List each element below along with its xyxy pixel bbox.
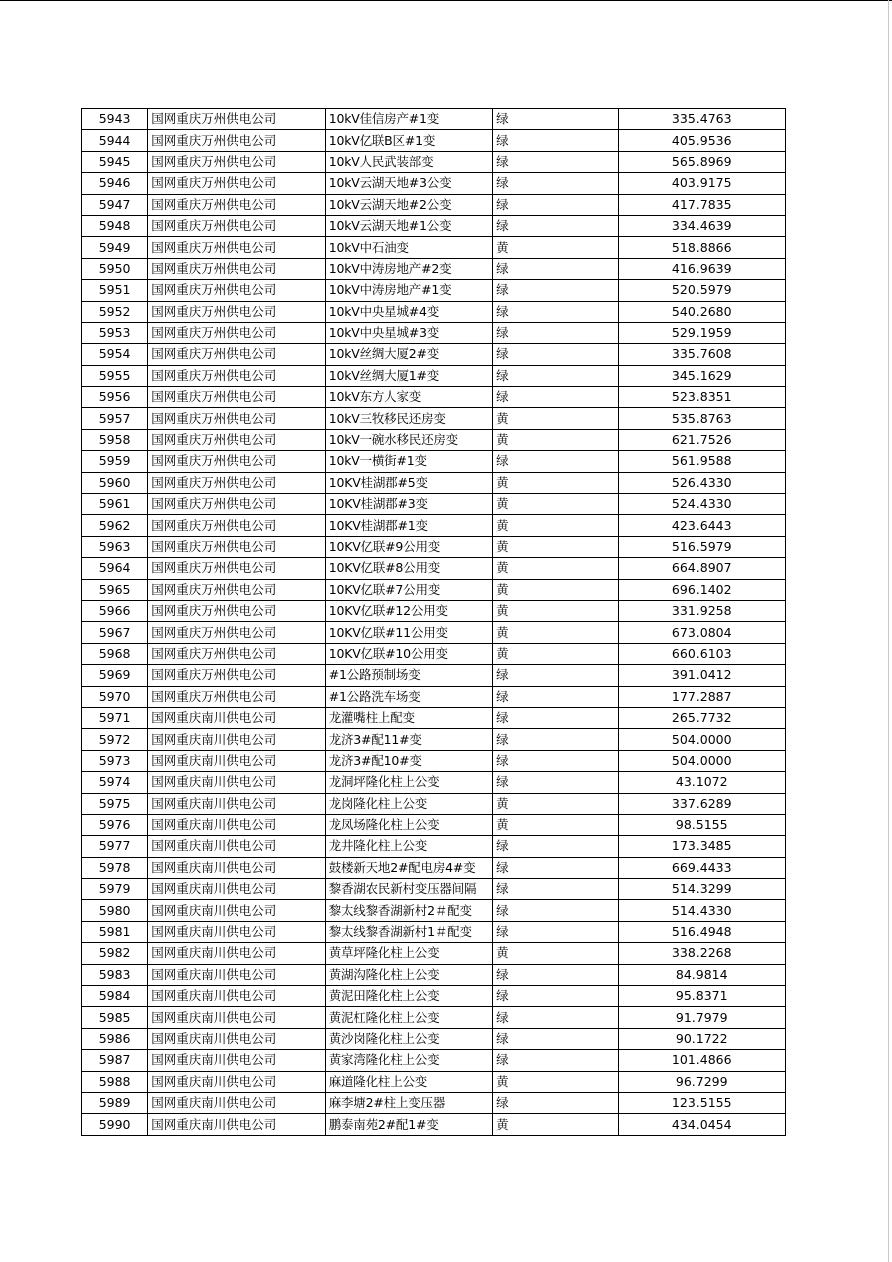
value-cell: 265.7732 — [618, 707, 786, 728]
company-cell: 国网重庆南川供电公司 — [148, 986, 326, 1007]
company-cell: 国网重庆南川供电公司 — [148, 879, 326, 900]
status-cell: 绿 — [493, 836, 618, 857]
status-cell: 绿 — [493, 301, 618, 322]
status-cell: 绿 — [493, 857, 618, 878]
row-id-cell: 5959 — [82, 451, 148, 472]
company-cell: 国网重庆万州供电公司 — [148, 472, 326, 493]
transformer-name-cell: 10kV东方人家变 — [325, 387, 492, 408]
transformer-name-cell: 黄泥田隆化柱上公变 — [325, 986, 492, 1007]
table-row — [82, 579, 786, 600]
value-cell: 345.1629 — [618, 365, 786, 386]
row-id-cell: 5957 — [82, 408, 148, 429]
status-cell: 黄 — [493, 622, 618, 643]
company-cell: 国网重庆万州供电公司 — [148, 451, 326, 472]
value-cell: 96.7299 — [618, 1071, 786, 1092]
transformer-name-cell: 10KV亿联#7公用变 — [325, 579, 492, 600]
value-cell: 91.7979 — [618, 1007, 786, 1028]
table-row — [82, 109, 786, 130]
value-cell: 95.8371 — [618, 986, 786, 1007]
company-cell: 国网重庆南川供电公司 — [148, 750, 326, 771]
row-id-cell: 5948 — [82, 215, 148, 236]
transformer-name-cell: 10kV人民武装部变 — [325, 151, 492, 172]
company-cell: 国网重庆万州供电公司 — [148, 173, 326, 194]
table-row — [82, 772, 786, 793]
transformer-name-cell: 黎香湖农民新村变压器间隔 — [325, 879, 492, 900]
table-row — [82, 280, 786, 301]
company-cell: 国网重庆南川供电公司 — [148, 964, 326, 985]
status-cell: 绿 — [493, 986, 618, 1007]
company-cell: 国网重庆南川供电公司 — [148, 857, 326, 878]
table-row — [82, 322, 786, 343]
row-id-cell: 5981 — [82, 921, 148, 942]
row-id-cell: 5986 — [82, 1028, 148, 1049]
row-id-cell: 5985 — [82, 1007, 148, 1028]
status-cell: 黄 — [493, 558, 618, 579]
company-cell: 国网重庆万州供电公司 — [148, 665, 326, 686]
status-cell: 绿 — [493, 387, 618, 408]
transformer-name-cell: 麻道隆化柱上公变 — [325, 1071, 492, 1092]
value-cell: 334.4639 — [618, 215, 786, 236]
value-cell: 417.7835 — [618, 194, 786, 215]
value-cell: 504.0000 — [618, 750, 786, 771]
transformer-name-cell: 10kV一横街#1变 — [325, 451, 492, 472]
row-id-cell: 5972 — [82, 729, 148, 750]
value-cell: 621.7526 — [618, 429, 786, 450]
status-cell: 黄 — [493, 1071, 618, 1092]
company-cell: 国网重庆万州供电公司 — [148, 643, 326, 664]
value-cell: 391.0412 — [618, 665, 786, 686]
value-cell: 565.8969 — [618, 151, 786, 172]
transformer-name-cell: #1公路预制场变 — [325, 665, 492, 686]
value-cell: 416.9639 — [618, 258, 786, 279]
transformer-name-cell: 龙凤场隆化柱上公变 — [325, 814, 492, 835]
row-id-cell: 5956 — [82, 387, 148, 408]
status-cell: 绿 — [493, 151, 618, 172]
status-cell: 黄 — [493, 472, 618, 493]
company-cell: 国网重庆南川供电公司 — [148, 1114, 326, 1135]
status-cell: 黄 — [493, 600, 618, 621]
transformer-name-cell: 10kV佳信房产#1变 — [325, 109, 492, 130]
value-cell: 669.4433 — [618, 857, 786, 878]
status-cell: 绿 — [493, 451, 618, 472]
table-row — [82, 643, 786, 664]
row-id-cell: 5971 — [82, 707, 148, 728]
table-row — [82, 151, 786, 172]
status-cell: 绿 — [493, 707, 618, 728]
value-cell: 524.4330 — [618, 494, 786, 515]
row-id-cell: 5990 — [82, 1114, 148, 1135]
status-cell: 黄 — [493, 579, 618, 600]
transformer-table — [81, 108, 786, 1136]
value-cell: 403.9175 — [618, 173, 786, 194]
table-row — [82, 622, 786, 643]
company-cell: 国网重庆万州供电公司 — [148, 558, 326, 579]
value-cell: 529.1959 — [618, 322, 786, 343]
status-cell: 黄 — [493, 237, 618, 258]
status-cell: 绿 — [493, 686, 618, 707]
value-cell: 123.5155 — [618, 1092, 786, 1113]
row-id-cell: 5978 — [82, 857, 148, 878]
table-row — [82, 451, 786, 472]
company-cell: 国网重庆南川供电公司 — [148, 772, 326, 793]
status-cell: 绿 — [493, 729, 618, 750]
row-id-cell: 5974 — [82, 772, 148, 793]
transformer-name-cell: 10kV丝绸大厦1#变 — [325, 365, 492, 386]
table-row — [82, 365, 786, 386]
row-id-cell: 5960 — [82, 472, 148, 493]
transformer-name-cell: 龙井隆化柱上公变 — [325, 836, 492, 857]
transformer-name-cell: 黎太线黎香湖新村1＃配变 — [325, 921, 492, 942]
status-cell: 绿 — [493, 280, 618, 301]
company-cell: 国网重庆南川供电公司 — [148, 814, 326, 835]
row-id-cell: 5965 — [82, 579, 148, 600]
company-cell: 国网重庆南川供电公司 — [148, 729, 326, 750]
table-row — [82, 879, 786, 900]
value-cell: 84.9814 — [618, 964, 786, 985]
value-cell: 331.9258 — [618, 600, 786, 621]
value-cell: 516.4948 — [618, 921, 786, 942]
table-row — [82, 857, 786, 878]
value-cell: 338.2268 — [618, 943, 786, 964]
value-cell: 540.2680 — [618, 301, 786, 322]
table-row — [82, 1071, 786, 1092]
table-row — [82, 686, 786, 707]
table-row — [82, 215, 786, 236]
transformer-name-cell: 龙洞坪隆化柱上公变 — [325, 772, 492, 793]
company-cell: 国网重庆万州供电公司 — [148, 429, 326, 450]
value-cell: 337.6289 — [618, 793, 786, 814]
row-id-cell: 5975 — [82, 793, 148, 814]
status-cell: 绿 — [493, 194, 618, 215]
status-cell: 黄 — [493, 494, 618, 515]
status-cell: 绿 — [493, 1050, 618, 1071]
table-row — [82, 429, 786, 450]
transformer-name-cell: 黄草坪隆化柱上公变 — [325, 943, 492, 964]
company-cell: 国网重庆万州供电公司 — [148, 130, 326, 151]
table-row — [82, 387, 786, 408]
row-id-cell: 5961 — [82, 494, 148, 515]
row-id-cell: 5989 — [82, 1092, 148, 1113]
value-cell: 514.4330 — [618, 900, 786, 921]
company-cell: 国网重庆万州供电公司 — [148, 365, 326, 386]
status-cell: 绿 — [493, 1092, 618, 1113]
table-row — [82, 194, 786, 215]
value-cell: 660.6103 — [618, 643, 786, 664]
transformer-name-cell: 龙济3#配11#变 — [325, 729, 492, 750]
row-id-cell: 5970 — [82, 686, 148, 707]
row-id-cell: 5962 — [82, 515, 148, 536]
row-id-cell: 5977 — [82, 836, 148, 857]
table-row — [82, 665, 786, 686]
table-body — [82, 109, 786, 1136]
status-cell: 绿 — [493, 173, 618, 194]
company-cell: 国网重庆南川供电公司 — [148, 836, 326, 857]
transformer-name-cell: 10KV桂湖郡#1变 — [325, 515, 492, 536]
transformer-name-cell: 10KV亿联#12公用变 — [325, 600, 492, 621]
table-row — [82, 986, 786, 1007]
value-cell: 518.8866 — [618, 237, 786, 258]
transformer-name-cell: 10KV桂湖郡#3变 — [325, 494, 492, 515]
status-cell: 绿 — [493, 964, 618, 985]
page-right-edge — [888, 0, 889, 1262]
row-id-cell: 5963 — [82, 536, 148, 557]
company-cell: 国网重庆万州供电公司 — [148, 622, 326, 643]
transformer-name-cell: 鹏泰南苑2#配1#变 — [325, 1114, 492, 1135]
page-top-border — [0, 0, 892, 1]
table-row — [82, 1028, 786, 1049]
value-cell: 520.5979 — [618, 280, 786, 301]
row-id-cell: 5949 — [82, 237, 148, 258]
table-row — [82, 515, 786, 536]
transformer-name-cell: 龙济3#配10#变 — [325, 750, 492, 771]
value-cell: 434.0454 — [618, 1114, 786, 1135]
transformer-name-cell: 黄湖沟隆化柱上公变 — [325, 964, 492, 985]
table-row — [82, 900, 786, 921]
row-id-cell: 5966 — [82, 600, 148, 621]
value-cell: 696.1402 — [618, 579, 786, 600]
status-cell: 黄 — [493, 536, 618, 557]
table-row — [82, 258, 786, 279]
status-cell: 绿 — [493, 344, 618, 365]
transformer-name-cell: 10kV云湖天地#1公变 — [325, 215, 492, 236]
status-cell: 黄 — [493, 515, 618, 536]
transformer-name-cell: 10KV亿联#8公用变 — [325, 558, 492, 579]
status-cell: 绿 — [493, 365, 618, 386]
status-cell: 绿 — [493, 130, 618, 151]
row-id-cell: 5951 — [82, 280, 148, 301]
company-cell: 国网重庆万州供电公司 — [148, 322, 326, 343]
transformer-name-cell: 10kV云湖天地#2公变 — [325, 194, 492, 215]
company-cell: 国网重庆南川供电公司 — [148, 1028, 326, 1049]
table-row — [82, 1050, 786, 1071]
transformer-name-cell: 龙岗隆化柱上公变 — [325, 793, 492, 814]
transformer-name-cell: 10KV亿联#11公用变 — [325, 622, 492, 643]
transformer-name-cell: 10kV云湖天地#3公变 — [325, 173, 492, 194]
company-cell: 国网重庆万州供电公司 — [148, 109, 326, 130]
table-row — [82, 836, 786, 857]
status-cell: 绿 — [493, 1028, 618, 1049]
table-row — [82, 943, 786, 964]
row-id-cell: 5988 — [82, 1071, 148, 1092]
row-id-cell: 5950 — [82, 258, 148, 279]
table-row — [82, 729, 786, 750]
company-cell: 国网重庆万州供电公司 — [148, 237, 326, 258]
value-cell: 504.0000 — [618, 729, 786, 750]
transformer-name-cell: 10kV三牧移民还房变 — [325, 408, 492, 429]
table-row — [82, 921, 786, 942]
transformer-name-cell: 10kV一碗水移民还房变 — [325, 429, 492, 450]
value-cell: 514.3299 — [618, 879, 786, 900]
status-cell: 绿 — [493, 772, 618, 793]
transformer-name-cell: 10KV亿联#10公用变 — [325, 643, 492, 664]
table-row — [82, 237, 786, 258]
value-cell: 561.9588 — [618, 451, 786, 472]
transformer-name-cell: 龙灌嘴柱上配变 — [325, 707, 492, 728]
value-cell: 335.4763 — [618, 109, 786, 130]
company-cell: 国网重庆南川供电公司 — [148, 793, 326, 814]
value-cell: 535.8763 — [618, 408, 786, 429]
transformer-name-cell: 黎太线黎香湖新村2＃配变 — [325, 900, 492, 921]
value-cell: 335.7608 — [618, 344, 786, 365]
company-cell: 国网重庆万州供电公司 — [148, 515, 326, 536]
value-cell: 516.5979 — [618, 536, 786, 557]
value-cell: 673.0804 — [618, 622, 786, 643]
table-row — [82, 814, 786, 835]
table-row — [82, 130, 786, 151]
table-row — [82, 793, 786, 814]
company-cell: 国网重庆南川供电公司 — [148, 1092, 326, 1113]
value-cell: 526.4330 — [618, 472, 786, 493]
company-cell: 国网重庆万州供电公司 — [148, 258, 326, 279]
status-cell: 绿 — [493, 1007, 618, 1028]
company-cell: 国网重庆万州供电公司 — [148, 686, 326, 707]
row-id-cell: 5954 — [82, 344, 148, 365]
company-cell: 国网重庆万州供电公司 — [148, 151, 326, 172]
row-id-cell: 5968 — [82, 643, 148, 664]
status-cell: 黄 — [493, 814, 618, 835]
table-row — [82, 408, 786, 429]
table-row — [82, 1007, 786, 1028]
row-id-cell: 5958 — [82, 429, 148, 450]
company-cell: 国网重庆南川供电公司 — [148, 707, 326, 728]
row-id-cell: 5969 — [82, 665, 148, 686]
table-row — [82, 494, 786, 515]
row-id-cell: 5955 — [82, 365, 148, 386]
company-cell: 国网重庆南川供电公司 — [148, 1071, 326, 1092]
status-cell: 黄 — [493, 408, 618, 429]
row-id-cell: 5983 — [82, 964, 148, 985]
transformer-name-cell: 黄家湾隆化柱上公变 — [325, 1050, 492, 1071]
status-cell: 绿 — [493, 109, 618, 130]
company-cell: 国网重庆万州供电公司 — [148, 280, 326, 301]
value-cell: 177.2887 — [618, 686, 786, 707]
row-id-cell: 5944 — [82, 130, 148, 151]
table-row — [82, 707, 786, 728]
row-id-cell: 5964 — [82, 558, 148, 579]
status-cell: 黄 — [493, 1114, 618, 1135]
table-row — [82, 1092, 786, 1113]
row-id-cell: 5952 — [82, 301, 148, 322]
row-id-cell: 5976 — [82, 814, 148, 835]
status-cell: 黄 — [493, 429, 618, 450]
company-cell: 国网重庆南川供电公司 — [148, 921, 326, 942]
row-id-cell: 5943 — [82, 109, 148, 130]
status-cell: 绿 — [493, 322, 618, 343]
table-row — [82, 536, 786, 557]
value-cell: 423.6443 — [618, 515, 786, 536]
transformer-name-cell: 10kV中石油变 — [325, 237, 492, 258]
transformer-name-cell: 10kV中涛房地产#2变 — [325, 258, 492, 279]
row-id-cell: 5967 — [82, 622, 148, 643]
transformer-name-cell: 10kV中涛房地产#1变 — [325, 280, 492, 301]
transformer-name-cell: 麻李塘2#柱上变压器 — [325, 1092, 492, 1113]
row-id-cell: 5987 — [82, 1050, 148, 1071]
company-cell: 国网重庆南川供电公司 — [148, 943, 326, 964]
row-id-cell: 5973 — [82, 750, 148, 771]
company-cell: 国网重庆万州供电公司 — [148, 579, 326, 600]
transformer-name-cell: 黄泥杠隆化柱上公变 — [325, 1007, 492, 1028]
table-row — [82, 1114, 786, 1135]
company-cell: 国网重庆万州供电公司 — [148, 387, 326, 408]
status-cell: 绿 — [493, 900, 618, 921]
transformer-name-cell: 10kV亿联B区#1变 — [325, 130, 492, 151]
company-cell: 国网重庆万州供电公司 — [148, 344, 326, 365]
row-id-cell: 5953 — [82, 322, 148, 343]
status-cell: 黄 — [493, 943, 618, 964]
table-row — [82, 558, 786, 579]
table-row — [82, 472, 786, 493]
row-id-cell: 5982 — [82, 943, 148, 964]
company-cell: 国网重庆万州供电公司 — [148, 301, 326, 322]
transformer-name-cell: 10kV丝绸大厦2#变 — [325, 344, 492, 365]
transformer-name-cell: 黄沙岗隆化柱上公变 — [325, 1028, 492, 1049]
table-row — [82, 750, 786, 771]
transformer-name-cell: 10KV桂湖郡#5变 — [325, 472, 492, 493]
transformer-name-cell: 10KV亿联#9公用变 — [325, 536, 492, 557]
row-id-cell: 5984 — [82, 986, 148, 1007]
transformer-name-cell: #1公路洗车场变 — [325, 686, 492, 707]
transformer-name-cell: 10kV中央星城#4变 — [325, 301, 492, 322]
table-row — [82, 600, 786, 621]
company-cell: 国网重庆万州供电公司 — [148, 194, 326, 215]
table-row — [82, 301, 786, 322]
transformer-name-cell: 鼓楼新天地2#配电房4#变 — [325, 857, 492, 878]
company-cell: 国网重庆万州供电公司 — [148, 215, 326, 236]
company-cell: 国网重庆南川供电公司 — [148, 1007, 326, 1028]
status-cell: 黄 — [493, 643, 618, 664]
table-row — [82, 173, 786, 194]
company-cell: 国网重庆万州供电公司 — [148, 536, 326, 557]
row-id-cell: 5947 — [82, 194, 148, 215]
row-id-cell: 5979 — [82, 879, 148, 900]
value-cell: 98.5155 — [618, 814, 786, 835]
value-cell: 43.1072 — [618, 772, 786, 793]
value-cell: 101.4866 — [618, 1050, 786, 1071]
company-cell: 国网重庆南川供电公司 — [148, 900, 326, 921]
value-cell: 405.9536 — [618, 130, 786, 151]
company-cell: 国网重庆南川供电公司 — [148, 1050, 326, 1071]
value-cell: 664.8907 — [618, 558, 786, 579]
row-id-cell: 5945 — [82, 151, 148, 172]
value-cell: 173.3485 — [618, 836, 786, 857]
table-row — [82, 344, 786, 365]
table-row — [82, 964, 786, 985]
row-id-cell: 5946 — [82, 173, 148, 194]
company-cell: 国网重庆万州供电公司 — [148, 600, 326, 621]
status-cell: 绿 — [493, 215, 618, 236]
status-cell: 绿 — [493, 665, 618, 686]
value-cell: 90.1722 — [618, 1028, 786, 1049]
status-cell: 绿 — [493, 921, 618, 942]
status-cell: 绿 — [493, 258, 618, 279]
status-cell: 黄 — [493, 793, 618, 814]
transformer-name-cell: 10kV中央星城#3变 — [325, 322, 492, 343]
company-cell: 国网重庆万州供电公司 — [148, 408, 326, 429]
value-cell: 523.8351 — [618, 387, 786, 408]
status-cell: 绿 — [493, 879, 618, 900]
status-cell: 绿 — [493, 750, 618, 771]
company-cell: 国网重庆万州供电公司 — [148, 494, 326, 515]
row-id-cell: 5980 — [82, 900, 148, 921]
